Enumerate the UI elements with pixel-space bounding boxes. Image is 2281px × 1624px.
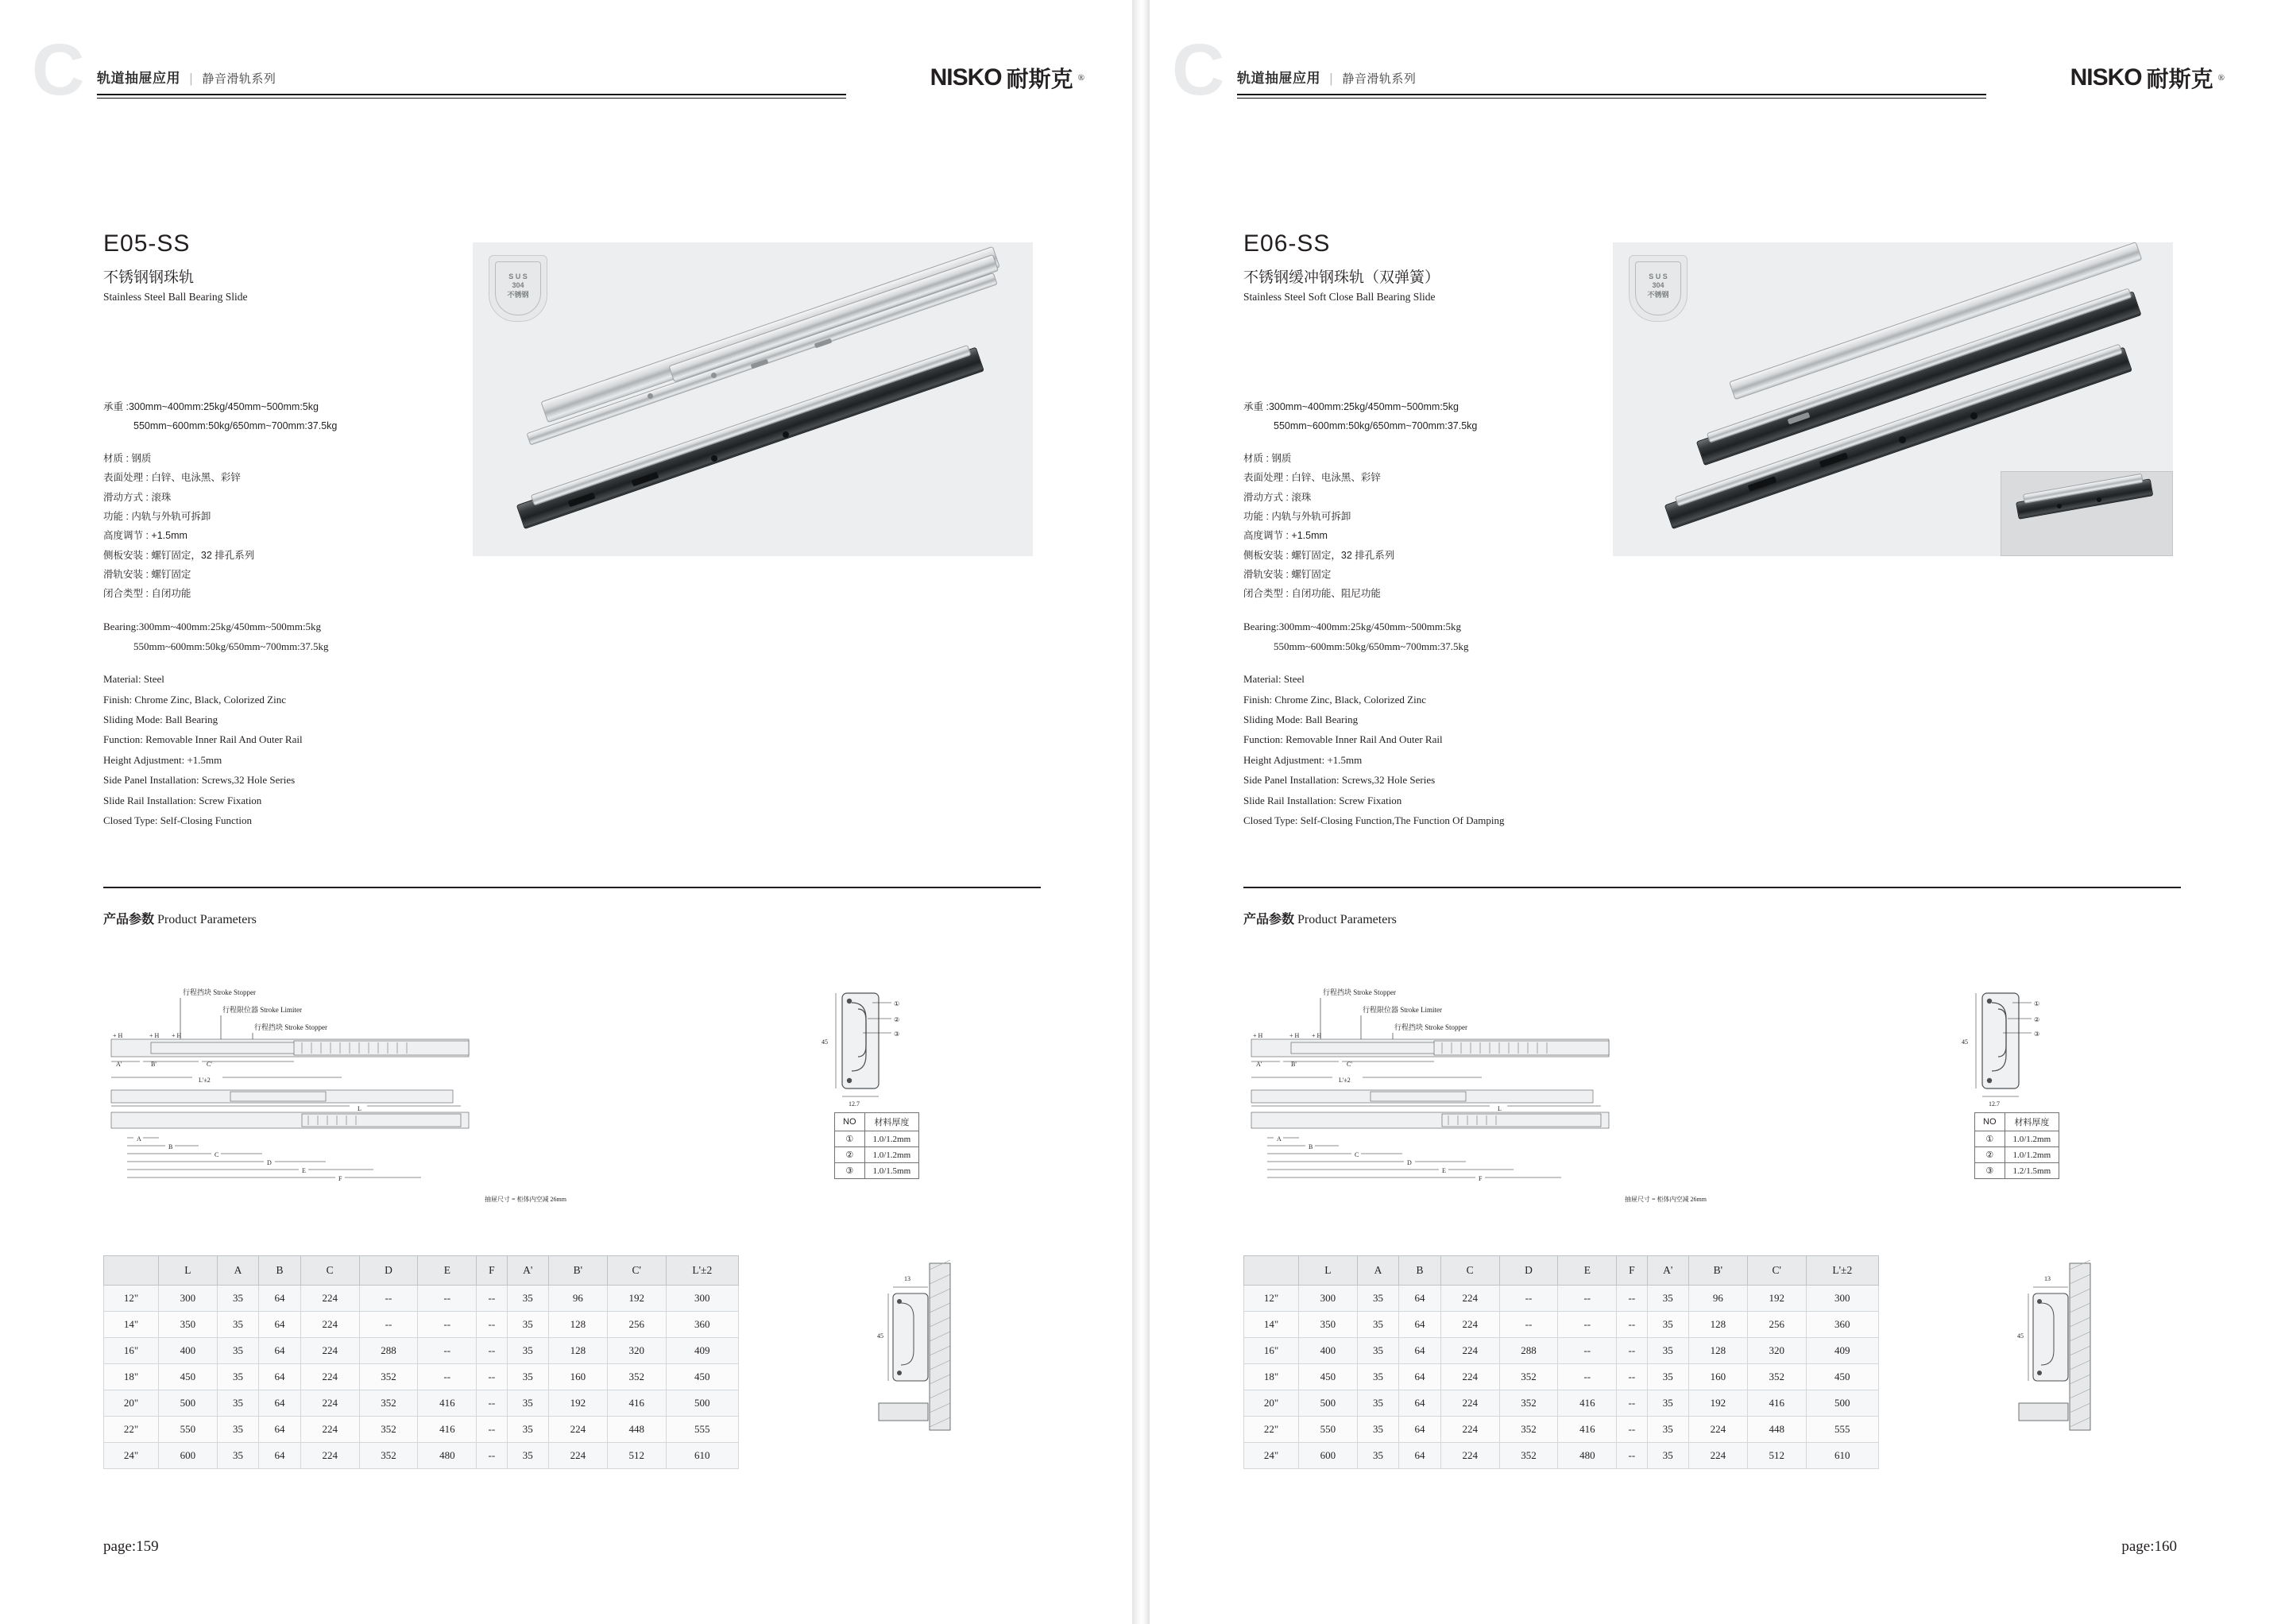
col-size bbox=[104, 1256, 159, 1286]
spec-cn-line: 滑动方式 : 滚珠 bbox=[1243, 491, 1312, 503]
table-row bbox=[1975, 1147, 2059, 1163]
product-code: E06-SS bbox=[1243, 230, 1331, 257]
material-thickness-table-right bbox=[1974, 1112, 2059, 1179]
spec-cn-line: 表面处理 : 白锌、电泳黑、彩锌 bbox=[103, 472, 241, 484]
product-photo-left bbox=[473, 242, 1033, 556]
page-right bbox=[1140, 0, 2280, 1624]
svg-text:A: A bbox=[1277, 1135, 1282, 1143]
svg-text:+ H: + H bbox=[1253, 1032, 1263, 1039]
spec-en-line: 550mm~600mm:50kg/650mm~700mm:37.5kg bbox=[133, 640, 329, 653]
table-row bbox=[835, 1147, 919, 1163]
spec-en-line: Bearing:300mm~400mm:25kg/450mm~500mm:5kg bbox=[103, 620, 322, 632]
spec-en-line: Function: Removable Inner Rail And Outer Rail bbox=[103, 733, 303, 746]
table-row: 14" 350 35 64 224 -- -- -- 35 128 256 360 bbox=[1244, 1312, 1879, 1338]
spec-table-right bbox=[1243, 1255, 1879, 1469]
svg-text:C: C bbox=[1355, 1151, 1359, 1158]
sus-badge-icon: S U S 304 不锈钢 bbox=[1629, 255, 1688, 322]
spec-cn-line: 功能 : 内轨与外轨可拆卸 bbox=[103, 510, 211, 522]
table-row: 16" 400 35 64 224 288 -- -- 35 128 320 409 bbox=[104, 1338, 739, 1364]
header-separator: | bbox=[1329, 71, 1334, 86]
svg-text:C: C bbox=[215, 1151, 219, 1158]
spec-cn-line: 高度调节 : +1.5mm bbox=[103, 530, 188, 542]
spec-en-line: Closed Type: Self-Closing Function bbox=[103, 814, 252, 826]
table-row: 22" 550 35 64 224 352 416 -- 35 224 448 555 bbox=[1244, 1417, 1879, 1443]
material-thickness: 1.2/1.5mm bbox=[2005, 1163, 2059, 1179]
svg-text:12.7: 12.7 bbox=[1989, 1100, 2000, 1108]
header-rule-thin bbox=[1237, 98, 1986, 99]
svg-text:D: D bbox=[1407, 1159, 1412, 1166]
spec-en-line: Slide Rail Installation: Screw Fixation bbox=[103, 794, 262, 806]
brand-logo-right bbox=[2070, 62, 2225, 94]
spec-cn-line: 高度调节 : +1.5mm bbox=[1243, 530, 1328, 542]
params-heading-right bbox=[1243, 909, 1397, 927]
table-row: 18" 450 35 64 224 352 -- -- 35 160 352 450 bbox=[104, 1364, 739, 1390]
table-row: 20" 500 35 64 224 352 416 -- 35 192 416 500 bbox=[104, 1390, 739, 1417]
params-divider bbox=[103, 887, 1041, 888]
product-code: E05-SS bbox=[103, 230, 191, 257]
table-row bbox=[1975, 1163, 2059, 1179]
svg-text:45: 45 bbox=[877, 1332, 883, 1340]
spec-cn-line: 侧板安装 : 螺钉固定，32 排孔系列 bbox=[1243, 549, 1395, 561]
svg-text:B: B bbox=[1309, 1143, 1313, 1150]
brand-logo-left bbox=[930, 62, 1084, 94]
svg-text:E: E bbox=[302, 1167, 306, 1174]
material-thickness: 1.0/1.5mm bbox=[864, 1163, 919, 1179]
spec-cn-line: 滑轨安装 : 螺钉固定 bbox=[1243, 569, 1332, 580]
spec-en-line: Height Adjustment: +1.5mm bbox=[1243, 753, 1363, 766]
logo-trademark: ® bbox=[1077, 73, 1084, 83]
label-stroke-stopper-1: 行程挡块 Stroke Stopper bbox=[183, 988, 256, 996]
spec-cn-line: 滑轨安装 : 螺钉固定 bbox=[103, 569, 191, 580]
params-heading-cn: 产品参数 bbox=[1243, 913, 1295, 926]
spec-cn-line: 承重 :300mm~400mm:25kg/450mm~500mm:5kg bbox=[1243, 401, 1459, 412]
logo-chinese-text: 耐斯克 bbox=[2146, 67, 2213, 91]
table-row: 16" 400 35 64 224 288 -- -- 35 128 320 409 bbox=[1244, 1338, 1879, 1364]
header-title-left bbox=[97, 67, 276, 87]
col-B-prime: B' bbox=[548, 1256, 607, 1286]
table-row: 24" 600 35 64 224 352 480 -- 35 224 512 610 bbox=[104, 1443, 739, 1469]
mounting-detail-drawing-left bbox=[810, 1255, 1049, 1454]
spec-cn-line: 闭合类型 : 自闭功能 bbox=[103, 588, 191, 600]
spec-en-line: Sliding Mode: Ball Bearing bbox=[1243, 713, 1359, 726]
col-C: C bbox=[1440, 1256, 1499, 1286]
header-rule-thin bbox=[97, 98, 846, 99]
product-specs-left bbox=[103, 397, 477, 830]
svg-text:13: 13 bbox=[2044, 1275, 2051, 1282]
product-name-en: Stainless Steel Ball Bearing Slide bbox=[103, 291, 248, 303]
material-thickness: 1.0/1.2mm bbox=[2005, 1147, 2059, 1163]
svg-text:L: L bbox=[1498, 1105, 1502, 1112]
svg-text:A': A' bbox=[1256, 1061, 1262, 1068]
product-name-en: Stainless Steel Soft Close Ball Bearing Slide bbox=[1243, 291, 1436, 303]
col-F: F bbox=[1617, 1256, 1647, 1286]
label-drawer-size-note: 抽屉尺寸 = 柜体内空减 26mm bbox=[485, 1196, 566, 1203]
material-thickness: 1.0/1.2mm bbox=[864, 1147, 919, 1163]
spec-en-line: Bearing:300mm~400mm:25kg/450mm~500mm:5kg bbox=[1243, 620, 1462, 632]
spec-en-line: Finish: Chrome Zinc, Black, Colorized Zinc bbox=[103, 693, 286, 706]
material-table-header: 材料厚度 bbox=[864, 1113, 919, 1131]
decorative-c-letter: C bbox=[32, 29, 85, 110]
spec-table-left bbox=[103, 1255, 739, 1469]
svg-text:E: E bbox=[1442, 1167, 1446, 1174]
mounting-detail-drawing-right bbox=[1950, 1255, 2189, 1454]
col-E: E bbox=[418, 1256, 477, 1286]
col-L: L bbox=[1299, 1256, 1358, 1286]
label-drawer-size-note: 抽屉尺寸 = 柜体内空减 26mm bbox=[1625, 1196, 1707, 1203]
col-size bbox=[1244, 1256, 1299, 1286]
material-table-header: NO bbox=[1975, 1113, 2005, 1131]
svg-text:L'±2: L'±2 bbox=[199, 1077, 211, 1084]
label-stroke-stopper-2: 行程挡块 Stroke Stopper bbox=[1394, 1023, 1467, 1031]
material-table-header: NO bbox=[835, 1113, 865, 1131]
table-row: 20" 500 35 64 224 352 416 -- 35 192 416 500 bbox=[1244, 1390, 1879, 1417]
page-left bbox=[0, 0, 1140, 1624]
logo-main-text: NISKO bbox=[2070, 64, 2142, 91]
table-header-row bbox=[104, 1256, 739, 1286]
label-stroke-limiter: 行程限位器 Stroke Limiter bbox=[222, 1006, 302, 1014]
svg-text:A: A bbox=[137, 1135, 141, 1143]
col-L-prime: L'±2 bbox=[1806, 1256, 1878, 1286]
material-no: ① bbox=[1975, 1131, 2005, 1147]
col-B-prime: B' bbox=[1688, 1256, 1747, 1286]
params-divider bbox=[1243, 887, 2181, 888]
material-no: ③ bbox=[1975, 1163, 2005, 1179]
spec-en-line: Closed Type: Self-Closing Function,The Function Of Damping bbox=[1243, 814, 1505, 826]
spec-cn-line: 550mm~600mm:50kg/650mm~700mm:37.5kg bbox=[133, 420, 338, 432]
col-D: D bbox=[1499, 1256, 1558, 1286]
page-number-left: page:159 bbox=[103, 1538, 159, 1555]
col-B: B bbox=[259, 1256, 300, 1286]
svg-text:C': C' bbox=[207, 1061, 212, 1068]
table-row bbox=[1975, 1131, 2059, 1147]
table-row: 24" 600 35 64 224 352 480 -- 35 224 512 610 bbox=[1244, 1443, 1879, 1469]
col-C: C bbox=[300, 1256, 359, 1286]
svg-text:B: B bbox=[168, 1143, 173, 1150]
header-title-right bbox=[1237, 67, 1416, 87]
product-name-cn: 不锈钢钢珠轨 bbox=[103, 269, 195, 286]
page-header-right bbox=[1172, 29, 2225, 110]
spec-cn-line: 滑动方式 : 滚珠 bbox=[103, 491, 172, 503]
table-row: 22" 550 35 64 224 352 416 -- 35 224 448 555 bbox=[104, 1417, 739, 1443]
table-row: 12" 300 35 64 224 -- -- -- 35 96 192 300 bbox=[1244, 1286, 1879, 1312]
svg-text:+ H: + H bbox=[172, 1032, 182, 1039]
label-stroke-stopper-2: 行程挡块 Stroke Stopper bbox=[254, 1023, 327, 1031]
product-name-cn: 不锈钢缓冲钢珠轨（双弹簧） bbox=[1243, 269, 1440, 286]
svg-text:L'±2: L'±2 bbox=[1339, 1077, 1351, 1084]
label-stroke-limiter: 行程限位器 Stroke Limiter bbox=[1363, 1006, 1442, 1014]
svg-text:①: ① bbox=[894, 1000, 900, 1007]
table-row bbox=[835, 1131, 919, 1147]
table-row: 14" 350 35 64 224 -- -- -- 35 128 256 360 bbox=[104, 1312, 739, 1338]
spec-cn-line: 表面处理 : 白锌、电泳黑、彩锌 bbox=[1243, 472, 1381, 484]
page-number-right: page:160 bbox=[2121, 1538, 2177, 1555]
photo-inset-detail bbox=[2001, 471, 2173, 556]
table-row bbox=[835, 1163, 919, 1179]
spec-cn-line: 材质 : 钢质 bbox=[1243, 452, 1292, 464]
spec-en-line: Side Panel Installation: Screws,32 Hole Series bbox=[103, 774, 296, 787]
svg-text:13: 13 bbox=[904, 1275, 910, 1282]
table-header-row bbox=[1244, 1256, 1879, 1286]
svg-text:①: ① bbox=[2034, 1000, 2040, 1007]
material-no: ② bbox=[835, 1147, 865, 1163]
page-header-left bbox=[32, 29, 1084, 110]
material-no: ② bbox=[1975, 1147, 2005, 1163]
svg-text:F: F bbox=[338, 1175, 342, 1182]
spec-en-line: Sliding Mode: Ball Bearing bbox=[103, 713, 218, 726]
product-photo-right bbox=[1613, 242, 2173, 556]
product-heading-right bbox=[1243, 230, 1617, 304]
spec-en-line: Function: Removable Inner Rail And Outer Rail bbox=[1243, 733, 1443, 746]
spec-en-line: Finish: Chrome Zinc, Black, Colorized Zinc bbox=[1243, 693, 1426, 706]
col-B: B bbox=[1399, 1256, 1440, 1286]
table-row: 18" 450 35 64 224 352 -- -- 35 160 352 450 bbox=[1244, 1364, 1879, 1390]
svg-text:D: D bbox=[267, 1159, 272, 1166]
svg-text:②: ② bbox=[2034, 1016, 2040, 1023]
svg-text:F: F bbox=[1479, 1175, 1483, 1182]
label-stroke-stopper-1: 行程挡块 Stroke Stopper bbox=[1323, 988, 1396, 996]
svg-text:L: L bbox=[358, 1105, 361, 1112]
svg-text:C': C' bbox=[1347, 1061, 1352, 1068]
svg-text:②: ② bbox=[894, 1016, 900, 1023]
material-thickness: 1.0/1.2mm bbox=[864, 1131, 919, 1147]
logo-wordmark bbox=[2070, 64, 2142, 91]
params-heading-cn: 产品参数 bbox=[103, 913, 155, 926]
svg-text:45: 45 bbox=[2017, 1332, 2024, 1340]
spec-cn-line: 闭合类型 : 自闭功能、阻尼功能 bbox=[1243, 588, 1381, 600]
header-title-cn: 轨道抽屉应用 bbox=[97, 71, 180, 86]
svg-text:12.7: 12.7 bbox=[849, 1100, 860, 1108]
svg-text:+ H: + H bbox=[1289, 1032, 1300, 1039]
spec-en-line: Height Adjustment: +1.5mm bbox=[103, 753, 222, 766]
material-thickness: 1.0/1.2mm bbox=[2005, 1131, 2059, 1147]
svg-text:+ H: + H bbox=[149, 1032, 160, 1039]
material-thickness-table-left bbox=[834, 1112, 919, 1179]
header-separator: | bbox=[189, 71, 194, 86]
header-rule-thick bbox=[97, 94, 846, 95]
spec-cn-line: 材质 : 钢质 bbox=[103, 452, 152, 464]
params-heading-en: Product Parameters bbox=[157, 913, 257, 926]
col-A-prime: A' bbox=[1647, 1256, 1688, 1286]
svg-text:A': A' bbox=[116, 1061, 122, 1068]
spec-en-line: 550mm~600mm:50kg/650mm~700mm:37.5kg bbox=[1274, 640, 1469, 653]
spec-en-line: Material: Steel bbox=[103, 673, 164, 686]
technical-drawing-right bbox=[1243, 985, 1958, 1239]
product-specs-right bbox=[1243, 397, 1617, 830]
params-heading-left bbox=[103, 909, 257, 927]
header-subtitle-cn: 静音滑轨系列 bbox=[202, 72, 276, 86]
decorative-c-letter: C bbox=[1172, 29, 1225, 110]
technical-drawing-left bbox=[103, 985, 818, 1239]
col-A-prime: A' bbox=[507, 1256, 548, 1286]
svg-text:③: ③ bbox=[2034, 1030, 2040, 1038]
col-D: D bbox=[359, 1256, 418, 1286]
col-L: L bbox=[159, 1256, 218, 1286]
header-rule-thick bbox=[1237, 94, 1986, 95]
col-L-prime: L'±2 bbox=[666, 1256, 738, 1286]
header-subtitle-cn: 静音滑轨系列 bbox=[1342, 72, 1417, 86]
product-heading-left bbox=[103, 230, 477, 304]
spec-en-line: Slide Rail Installation: Screw Fixation bbox=[1243, 794, 1402, 806]
material-table-header: 材料厚度 bbox=[2005, 1113, 2059, 1131]
svg-text:+ H: + H bbox=[1312, 1032, 1322, 1039]
col-F: F bbox=[477, 1256, 507, 1286]
logo-trademark: ® bbox=[2217, 73, 2225, 83]
header-title-cn: 轨道抽屉应用 bbox=[1237, 71, 1320, 86]
col-A: A bbox=[1357, 1256, 1398, 1286]
svg-text:45: 45 bbox=[1962, 1038, 1968, 1046]
logo-main-text: NISKO bbox=[930, 64, 1002, 91]
svg-text:B': B' bbox=[151, 1061, 157, 1068]
spec-cn-line: 侧板安装 : 螺钉固定，32 排孔系列 bbox=[103, 549, 255, 561]
params-heading-en: Product Parameters bbox=[1297, 913, 1397, 926]
col-E: E bbox=[1558, 1256, 1617, 1286]
logo-wordmark bbox=[930, 64, 1002, 91]
sus-badge-icon: S U S 304 不锈钢 bbox=[489, 255, 547, 322]
material-no: ③ bbox=[835, 1163, 865, 1179]
spec-cn-line: 承重 :300mm~400mm:25kg/450mm~500mm:5kg bbox=[103, 401, 319, 412]
spec-en-line: Material: Steel bbox=[1243, 673, 1305, 686]
col-C-prime: C' bbox=[1747, 1256, 1806, 1286]
logo-chinese-text: 耐斯克 bbox=[1006, 67, 1073, 91]
spec-cn-line: 功能 : 内轨与外轨可拆卸 bbox=[1243, 510, 1351, 522]
svg-text:45: 45 bbox=[822, 1038, 828, 1046]
material-no: ① bbox=[835, 1131, 865, 1147]
spec-cn-line: 550mm~600mm:50kg/650mm~700mm:37.5kg bbox=[1274, 420, 1478, 432]
table-row: 12" 300 35 64 224 -- -- -- 35 96 192 300 bbox=[104, 1286, 739, 1312]
svg-text:③: ③ bbox=[894, 1030, 900, 1038]
svg-text:+ H: + H bbox=[113, 1032, 123, 1039]
spec-en-line: Side Panel Installation: Screws,32 Hole Series bbox=[1243, 774, 1436, 787]
svg-text:B': B' bbox=[1291, 1061, 1297, 1068]
col-C-prime: C' bbox=[607, 1256, 666, 1286]
col-A: A bbox=[217, 1256, 258, 1286]
